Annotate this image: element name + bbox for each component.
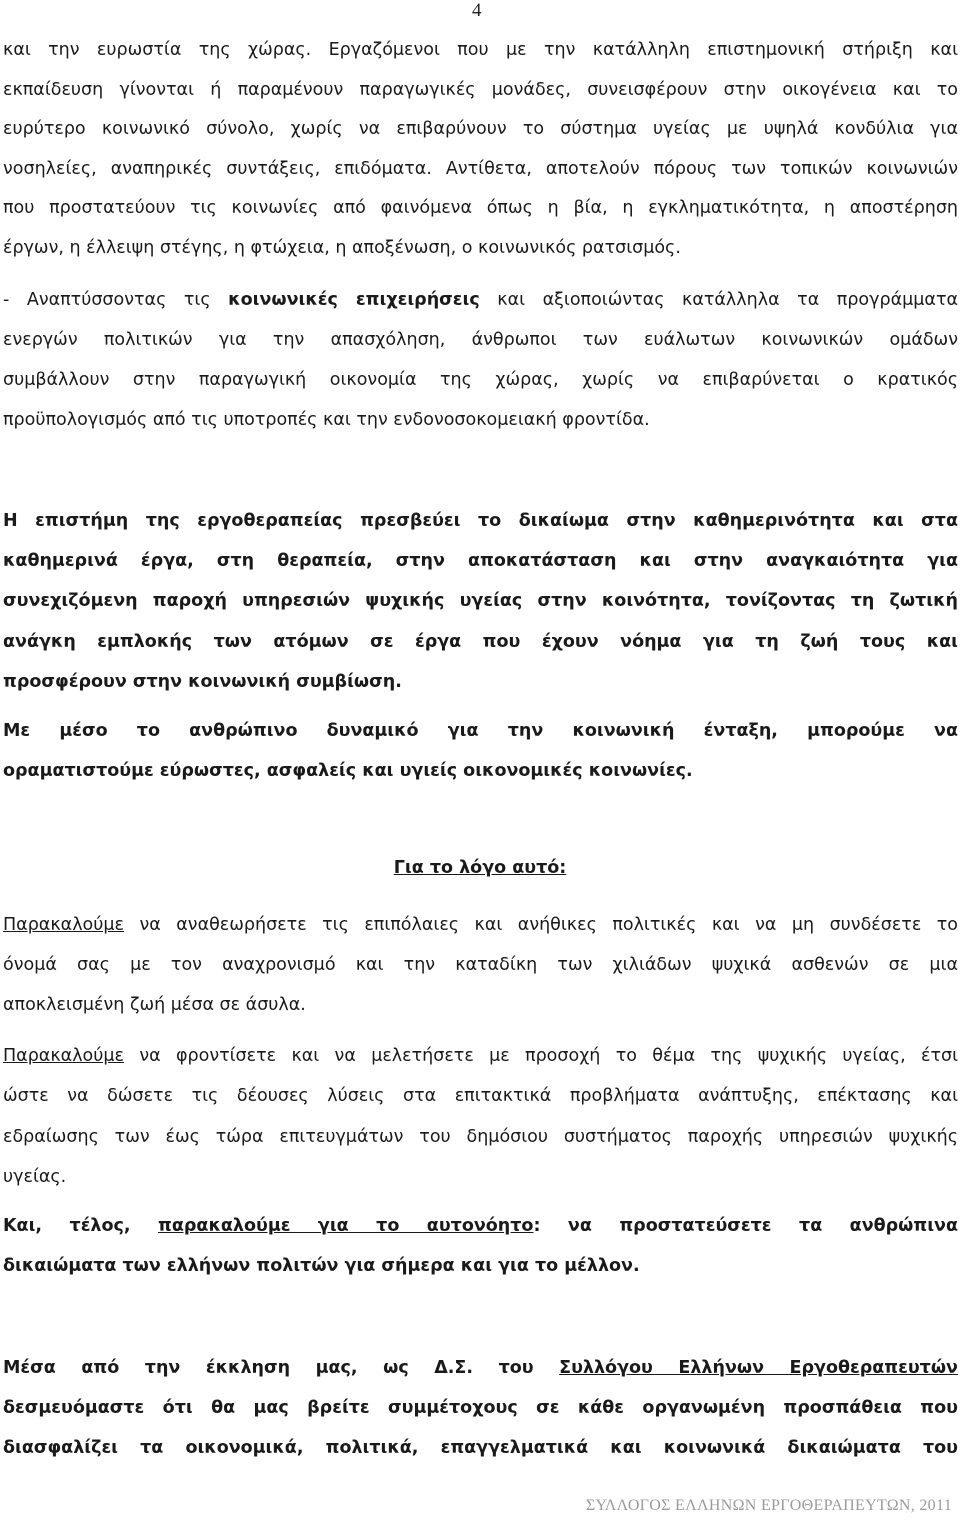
text-line: ώστε να δώσετε τις δέουσες λύσεις στα επιτακτικά προβλήματα ανάπτυξης, επέκτασης και [3, 1086, 958, 1107]
text-line [3, 1206, 958, 1246]
paragraph-intro [3, 31, 958, 268]
text-fragment: Μέσα από την έκκληση μας, ως Δ.Σ. του [3, 1358, 560, 1378]
text-line: δεσμευόμαστε ότι θα μας βρείτε συμμέτοχους σε κάθε οργανωμένη προσπάθεια που [3, 1398, 958, 1418]
section-heading: Για το λόγο αυτό: [393, 858, 567, 878]
text-line: Με μέσο το ανθρώπινο δυναμικό για την κοινωνική ένταξη, μπορούμε να [3, 721, 958, 741]
text-line: έργων, η έλλειψη στέγης, η φτώχεια, η αποξένωση, ο κοινωνικός ρατσισμός. [3, 237, 681, 258]
text-line: και την ευρωστία της χώρας. Εργαζόμενοι που με την κατάλληλη επιστημονική στήριξη και [3, 40, 958, 60]
paragraph-request-1 [3, 905, 958, 1025]
text-line: ευρύτερο κοινωνικό σύνολο, χωρίς να επιβαρύνουν το σύστημα υγείας με υψηλά κονδύλια για [3, 119, 958, 139]
text-line: συνεχιζόμενη παροχή υπηρεσιών ψυχικής υγείας στην κοινότητα, τονίζοντας τη ζωτική [3, 591, 958, 612]
text-line: συμβάλλουν στην παραγωγική οικονομία της χώρας, χωρίς να επιβαρύνεται ο κρατικός [3, 370, 958, 390]
paragraph-vision [3, 711, 958, 791]
text-line: καθημερινά έργα, στη θεραπεία, στην αποκατάσταση και στην αναγκαιότητα για [3, 551, 958, 572]
text-line: που προστατεύουν τις κοινωνίες από φαινόμενα όπως η βία, η εγκληματικότητα, η αποστέρηση [3, 198, 958, 218]
text-line: ενεργών πολιτικών για την απασχόληση, άνθρωποι των ευάλωτων κοινωνικών ομάδων [3, 330, 958, 350]
text-fragment: - Αναπτύσσοντας τις [3, 290, 229, 310]
text-line: εκπαίδευση γίνονται ή παραμένουν παραγωγικές μονάδες, συνεισφέρουν στην οικογένεια και το [3, 79, 958, 100]
text-fragment: να αναθεωρήσετε τις επιπόλαιες και ανήθικες πολιτικές και να μη συνδέσετε το [123, 915, 958, 935]
request-lead: Παρακαλούμε [3, 915, 124, 935]
text-line: προσφέρουν στην κοινωνική συμβίωση. [3, 671, 402, 692]
text-line: δικαιώματα των ελλήνων πολιτών για σήμερα και για το μέλλον. [3, 1256, 640, 1276]
text-line: διασφαλίζει τα οικονομικά, πολιτικά, επαγγελματικά και κοινωνικά δικαιώματα του [3, 1438, 958, 1458]
text-line: όνομά σας με τον αναχρονισμό και την καταδίκη των χιλιάδων ψυχικά ασθενών σε μια [3, 955, 958, 975]
page-number: 4 [472, 0, 482, 21]
text-line: υγείας. [3, 1166, 67, 1187]
paragraph-occupational-therapy [3, 501, 958, 702]
request-lead: Παρακαλούμε [3, 1046, 124, 1066]
paragraph-social-enterprises [3, 280, 958, 440]
paragraph-closing [3, 1348, 958, 1468]
text-fragment: και αξιοποιώντας κατάλληλα τα προγράμματα [479, 290, 959, 310]
page-footer: ΣΥΛΛΟΓΟΣ ΕΛΛΗΝΩΝ ΕΡΓΟΘΕΡΑΠΕΥΤΩΝ, 2011 [585, 1497, 952, 1514]
text-line [3, 1348, 958, 1388]
text-line [3, 280, 958, 320]
bold-phrase: κοινωνικές επιχειρήσεις [228, 290, 480, 310]
text-line: ανάγκη εμπλοκής των ατόμων σε έργα που έχουν νόημα για τη ζωή τους και [3, 631, 958, 652]
text-line: νοσηλείες, αναπηρικές συντάξεις, επιδόματα. Αντίθετα, αποτελούν πόρους των τοπικών κοινωνιών [3, 158, 958, 179]
text-line [3, 905, 958, 945]
text-line: αποκλεισμένη ζωή μέσα σε άσυλα. [3, 995, 306, 1015]
text-line: οραματιστούμε εύρωστες, ασφαλείς και υγιείς οικονομικές κοινωνίες. [3, 761, 693, 781]
text-fragment: να φροντίσετε και να μελετήσετε με προσοχή το θέμα της ψυχικής υγείας, έτσι [123, 1046, 958, 1066]
paragraph-request-2 [3, 1036, 958, 1197]
text-fragment: : να προστατεύσετε τα ανθρώπινα [533, 1216, 958, 1236]
text-line: εδραίωσης των έως τώρα επιτευγμάτων του δημόσιου συστήματος παροχής υπηρεσιών ψυχικής [3, 1126, 958, 1147]
underlined-phrase: Συλλόγου Ελλήνων Εργοθεραπευτών [559, 1358, 958, 1378]
text-fragment: Και, τέλος, [3, 1216, 159, 1236]
underlined-phrase: παρακαλούμε για το αυτονόητο [158, 1216, 534, 1236]
text-line [3, 1036, 958, 1076]
paragraph-request-3 [3, 1206, 958, 1286]
text-line: προϋπολογισμός από τις υποτροπές και την ενδονοσοκομειακή φροντίδα. [3, 410, 650, 430]
text-line: Η επιστήμη της εργοθεραπείας πρεσβεύει το δικαίωμα στην καθημερινότητα και στα [3, 511, 958, 531]
